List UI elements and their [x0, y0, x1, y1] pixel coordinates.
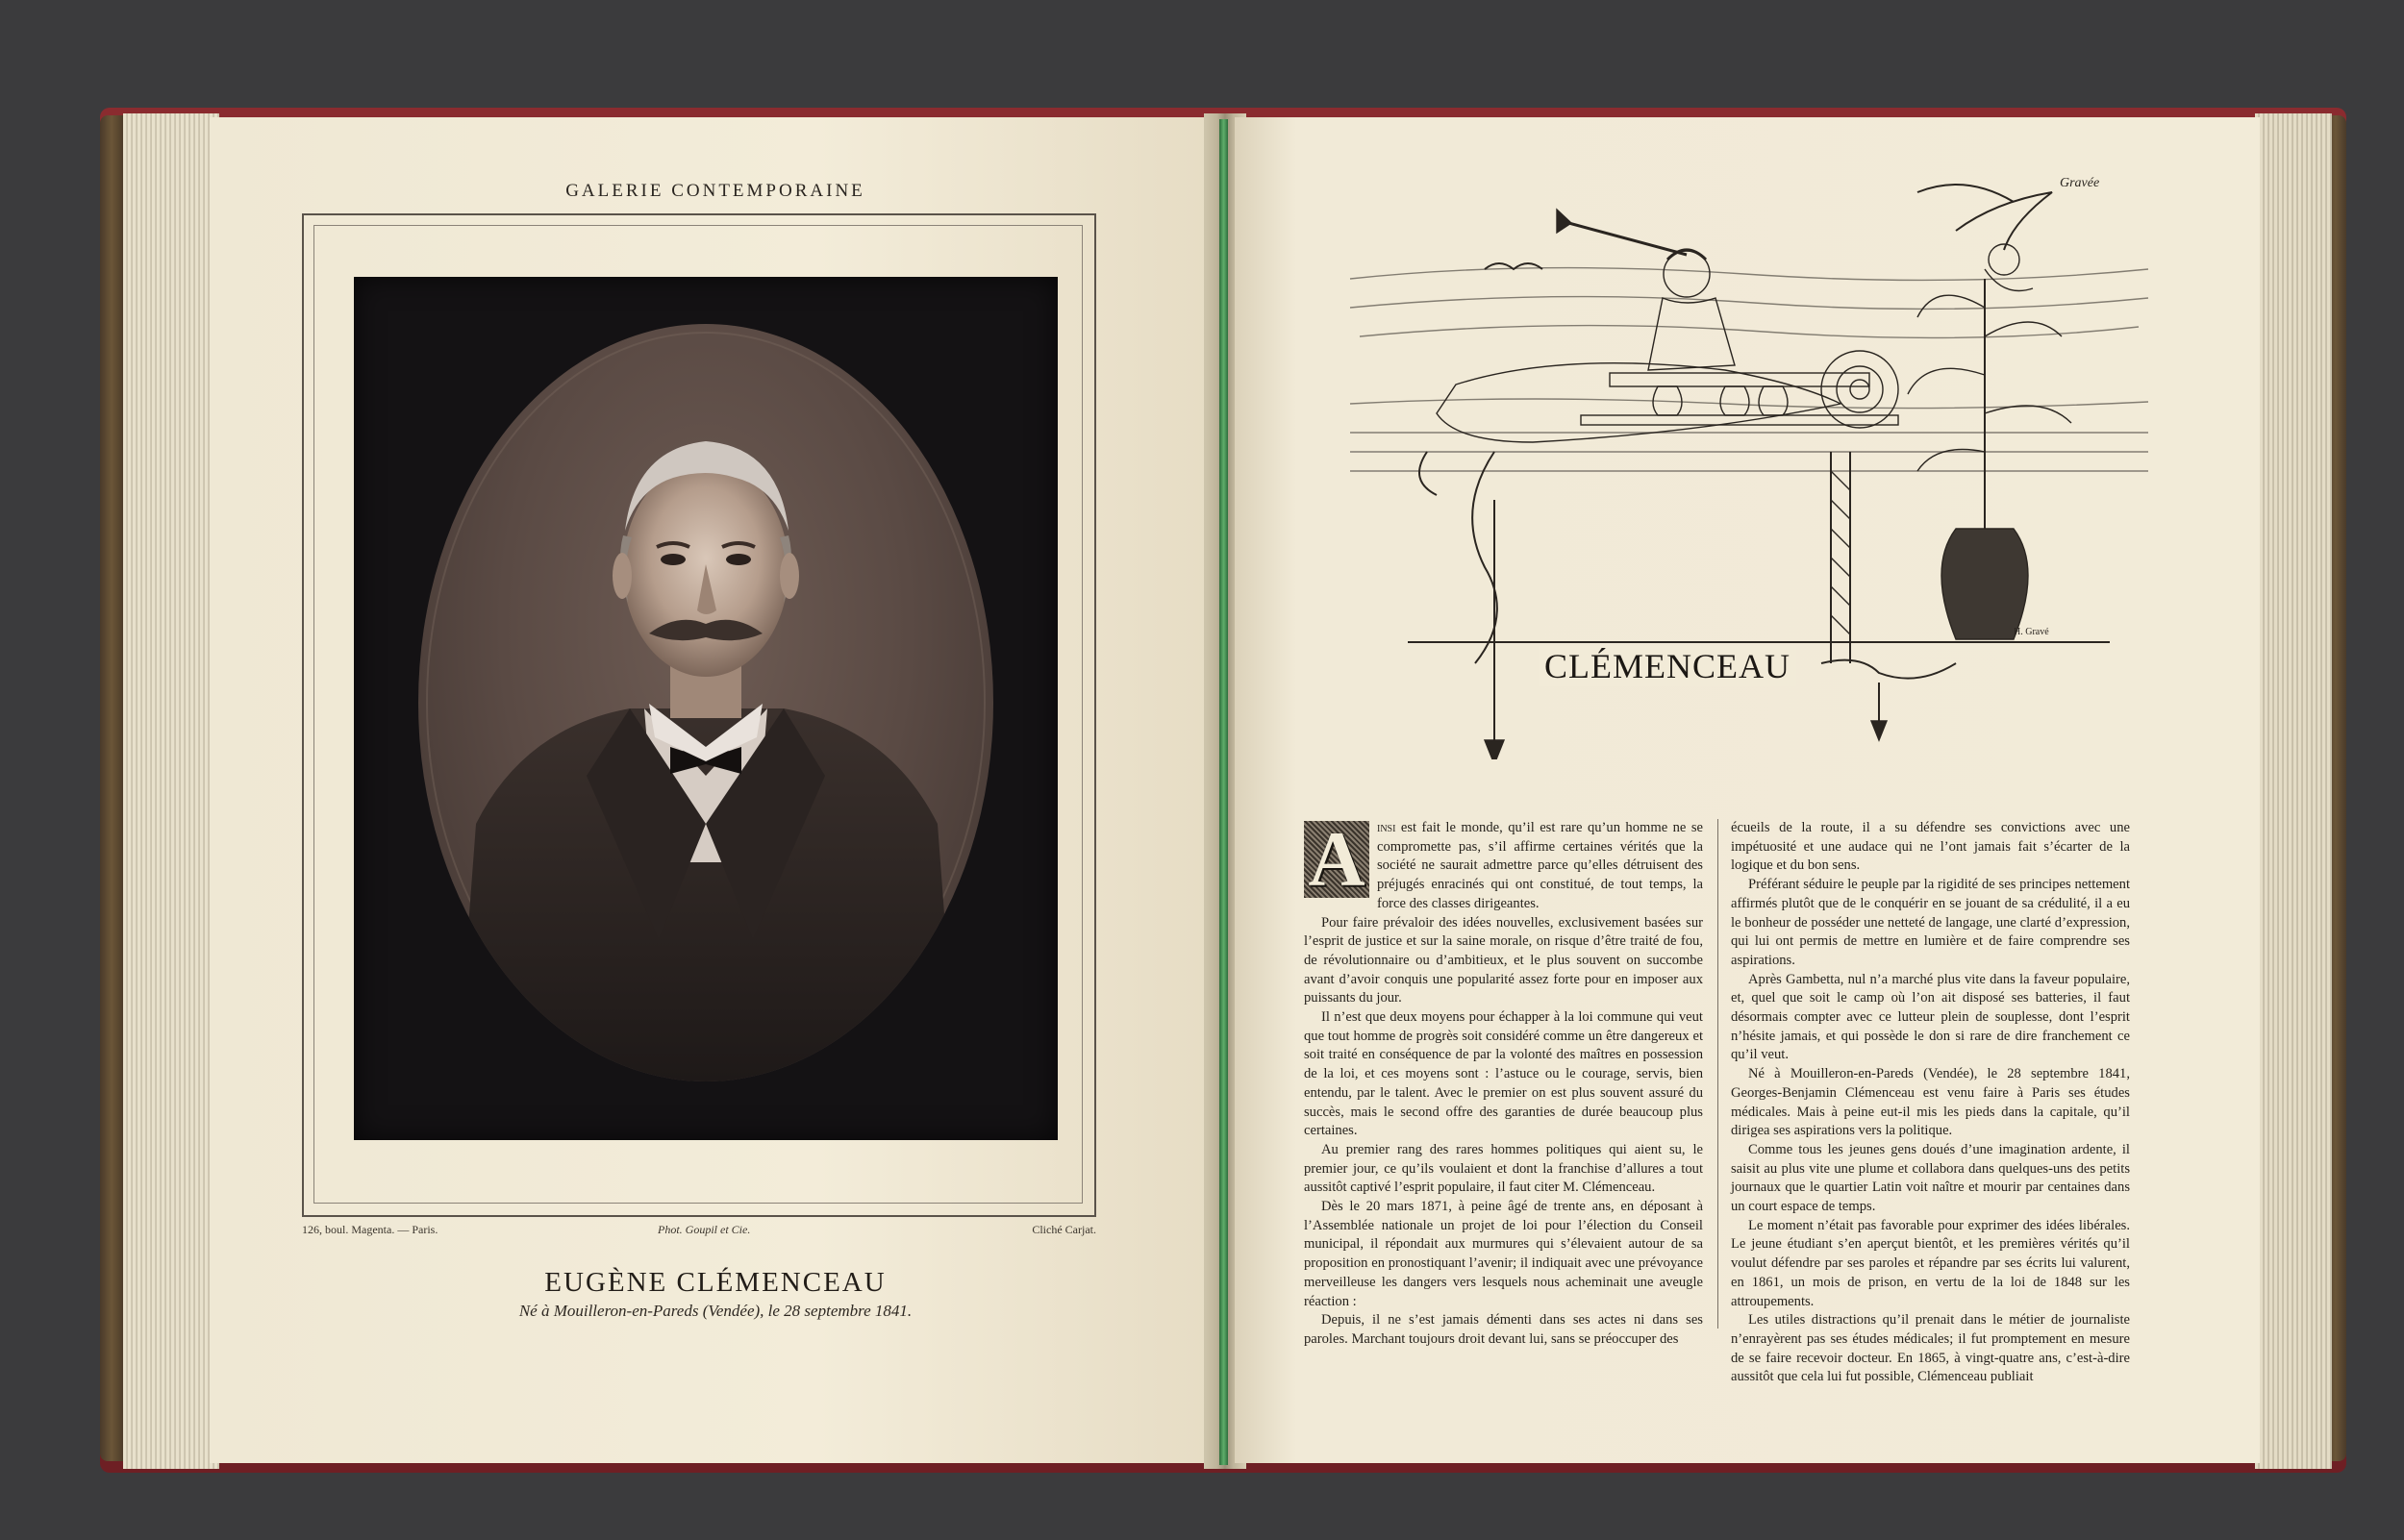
bookmark-ribbon — [1219, 119, 1228, 1465]
portrait-name: EUGÈNE CLÉMENCEAU — [544, 1267, 887, 1298]
left-page — [210, 117, 1221, 1463]
article-paragraph: écueils de la route, il a su défendre ses convictions avec une impétuosité et une audace qui ne l’ont jamais fait s’écarter de la logique et du bon sens. — [1731, 820, 2130, 874]
column-rule — [1717, 819, 1718, 1329]
page-stack-left — [123, 113, 219, 1469]
portrait-photograph — [418, 324, 993, 1081]
portrait-figure — [418, 324, 993, 1081]
gallery-header: GALERIE CONTEMPORAINE — [565, 181, 865, 201]
article-title: CLÉMENCEAU — [1539, 646, 1796, 686]
article-paragraph: Les utiles distractions qu’il prenait dans le métier de journaliste n’enrayèrent pas ses études médicales; il fut promptement en mesure de se faire recevoir docteur. En 1865, à vingt-quatre ans, c’est-à-dire aussitôt que cela lui fut possible, Clémenceau publiait — [1731, 1312, 2130, 1385]
article-paragraph: Comme tous les jeunes gens doués d’une imagination ardente, il saisit au plus vite une plume et collabora dans quelques-uns des petits journaux que le quartier Latin voit naître et mourir par centaines dans un court espace de temps. — [1731, 1141, 2130, 1215]
article-paragraph: Après Gambetta, nul n’a marché plus vite dans la faveur populaire, et, quel que soit le camp où l’on ait disposé ses batteries, il faut désormais compter avec ce lutteur plein de souplesse, dont l’esprit n’hésite jamais, et qui possède le don si rare de dire franchement ce qu’il veut. — [1731, 971, 2130, 1063]
article-paragraph: Au premier rang des rares hommes politiques qui aient su, le premier jour, ce qu’ils voulaient et dont la franchise d’allures a tout aussitôt captivé l’esprit populaire, il faut citer M. Clémenceau. — [1304, 1141, 1703, 1196]
article-paragraph: Pour faire prévaloir des idées nouvelles, exclusivement basées sur l’esprit de justice et sur la saine morale, on risque d’être traité de fou, de révolutionnaire ou d’ambitieux, et le plus souvent on succombe avant d’avoir conquis une popularité assez forte pour en imposer aux puissants du jour. — [1304, 914, 1703, 1006]
lead-in: insi — [1377, 820, 1401, 835]
portrait-subtitle: Né à Mouilleron-en-Pareds (Vendée), le 28 septembre 1841. — [518, 1302, 913, 1320]
credit-cliche: Cliché Carjat. — [1032, 1223, 1096, 1236]
article-paragraph: Il n’est que deux moyens pour échapper à la loi commune qui veut que tout homme de progrès soit considéré comme un être dangereux et soit traité en conséquence de par la volonté des maîtres en possession de la loi, et ces moyens sont : l’astuce ou le courage, servis, bien entendu, par le talent. Avec le premier on est plus souvent assuré du succès, mais le second offre des garanties de durée beaucoup plus certaines. — [1304, 1009, 1703, 1139]
illustration-signature-top: Gravée — [2060, 176, 2100, 190]
right-page — [1235, 117, 2260, 1463]
article-paragraph: Depuis, il ne s’est jamais démenti dans ses actes ni dans ses paroles. Marchant toujours droit devant lui, sans se préoccuper des — [1304, 1312, 1703, 1347]
drop-cap: A — [1304, 821, 1369, 898]
article-paragraph: Dès le 20 mars 1871, à peine âgé de trente ans, en déposant à l’Assemblée nationale un projet de loi pour l’élection du Conseil municipal, il répondait aux murmures qui s’élevaient autour de sa proposition en pronostiquant l’avenir; il indiquait avec une prévoyance merveilleuse les dangers vers lesquels nous acheminait une aveugle réaction : — [1304, 1199, 1703, 1309]
article-paragraph: Préférant séduire le peuple par la rigidité de ses principes nettement affirmés plutôt que de le conquérir en se jouant de sa crédulité, il a eu le bonheur de posséder une netteté de langage, une clarté d’expression, qui lui ont permis de mettre en lumière et de faire comprendre ses aspirations. — [1731, 877, 2130, 968]
article-column-2 — [1731, 819, 2130, 1387]
credit-address: 126, boul. Magenta. — Paris. — [302, 1223, 438, 1236]
illustration-signature-bottom: H. Gravé — [2014, 627, 2049, 637]
credit-photographer: Phot. Goupil et Cie. — [658, 1223, 751, 1236]
article-paragraph: Le moment n’était pas favorable pour exprimer des idées libérales. Le jeune étudiant s’en aperçut bientôt, et les premières vérités qu’il voulut défendre par ses paroles et répandre par ses écrits lui valurent, en 1861, un mois de prison, en vertu de la loi de 1848 sur les attroupements. — [1731, 1217, 2130, 1309]
paragraph-text: est fait le monde, qu’il est rare qu’un homme ne se compromette pas, s’il affirme certaines vérités que la société ne saurait admettre parce qu’elles détruisent des préjugés enracinés qui ont constitué, de tout temps, la force des classes dirigeantes. — [1377, 820, 1704, 911]
article-column-1 — [1304, 815, 1704, 1350]
article-paragraph — [1304, 815, 1704, 914]
photo-mount — [354, 277, 1058, 1140]
page-stack-right — [2255, 113, 2332, 1469]
article-paragraph: Né à Mouilleron-en-Pareds (Vendée), le 28 septembre 1841, Georges-Benjamin Clémenceau est venu faire à Paris ses études médicales. Mais à peine eut-il mis les pieds dans la capitale, qu’il dirigea ses aspirations vers la politique. — [1731, 1066, 2130, 1139]
